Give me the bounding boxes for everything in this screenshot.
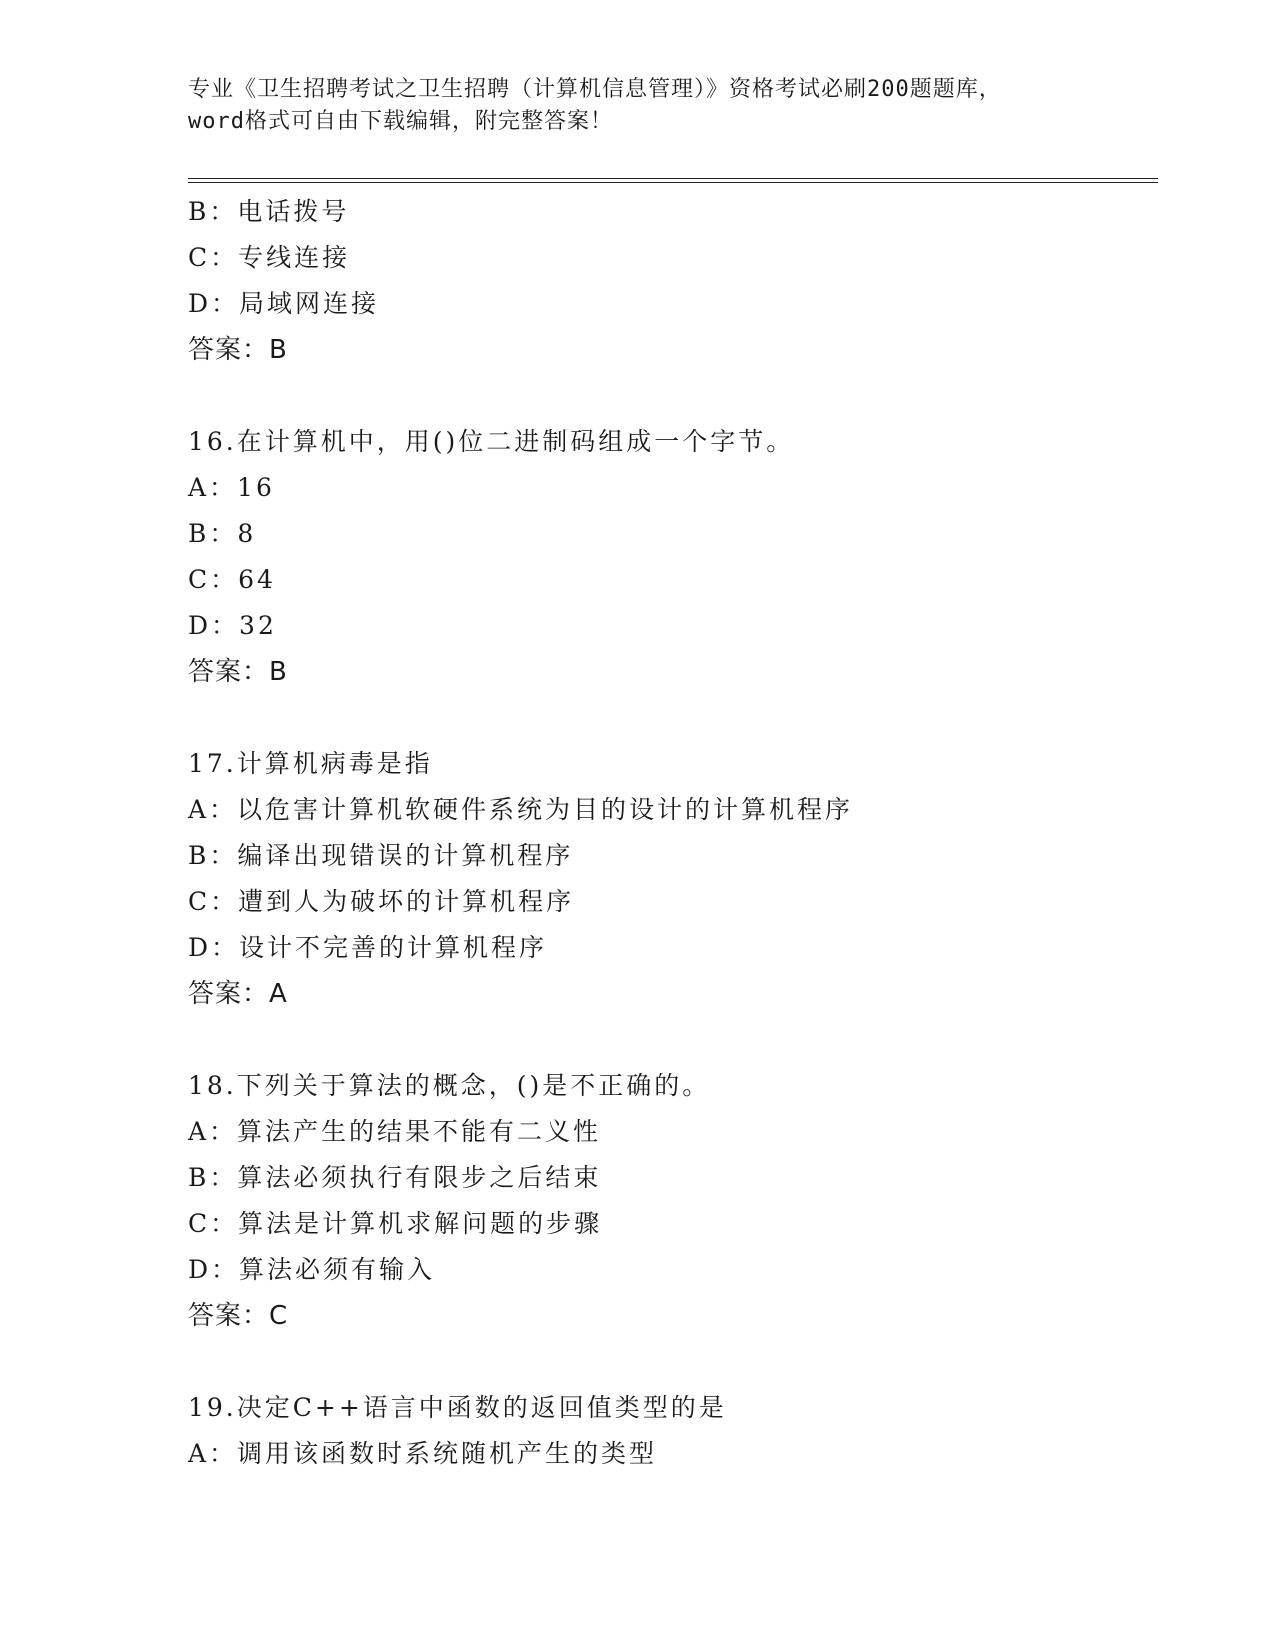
option-a: A：算法产生的结果不能有二义性 <box>188 1117 602 1146</box>
question-stem: 18.下列关于算法的概念，()是不正确的。 <box>188 1071 711 1100</box>
option-d: D：设计不完善的计算机程序 <box>188 933 548 962</box>
spacer <box>188 695 1158 741</box>
spacer <box>188 1339 1158 1385</box>
option-b: B：编译出现错误的计算机程序 <box>188 841 574 870</box>
option-c: C：64 <box>188 565 276 594</box>
document-header <box>188 74 1088 138</box>
option-b: B：8 <box>188 519 257 548</box>
option-b: B：算法必须执行有限步之后结束 <box>188 1163 602 1192</box>
answer-line: 答案：B <box>188 335 288 365</box>
question-stem: 19.决定C++语言中函数的返回值类型的是 <box>188 1393 727 1422</box>
question-18 <box>188 1063 1158 1339</box>
option-c: C：算法是计算机求解问题的步骤 <box>188 1209 603 1238</box>
question-16 <box>188 419 1158 695</box>
question-list <box>188 189 1158 1477</box>
header-line-1: 专业《卫生招聘考试之卫生招聘（计算机信息管理）》资格考试必刷200题题库， <box>188 77 1002 102</box>
option-a: A：16 <box>188 473 275 502</box>
option-a: A：调用该函数时系统随机产生的类型 <box>188 1439 658 1468</box>
option-d: D：算法必须有输入 <box>188 1255 436 1284</box>
option-a: A：以危害计算机软硬件系统为目的设计的计算机程序 <box>188 795 854 824</box>
header-line-2: word格式可自由下载编辑，附完整答案！ <box>188 109 613 134</box>
question-stem: 16.在计算机中，用()位二进制码组成一个字节。 <box>188 427 795 456</box>
question-stem: 17.计算机病毒是指 <box>188 749 433 778</box>
option-c: C：遭到人为破坏的计算机程序 <box>188 887 575 916</box>
question-17 <box>188 741 1158 1017</box>
question-15-continued <box>188 189 1158 373</box>
answer-line: 答案：B <box>188 657 288 687</box>
spacer <box>188 373 1158 419</box>
answer-line: 答案：A <box>188 979 288 1009</box>
option-d: D：32 <box>188 611 277 640</box>
spacer <box>188 1017 1158 1063</box>
option-b: B：电话拨号 <box>188 197 350 226</box>
option-c: C：专线连接 <box>188 243 351 272</box>
answer-line: 答案：C <box>188 1301 289 1331</box>
option-d: D：局域网连接 <box>188 289 380 318</box>
question-19 <box>188 1385 1158 1477</box>
header-divider <box>188 178 1158 183</box>
